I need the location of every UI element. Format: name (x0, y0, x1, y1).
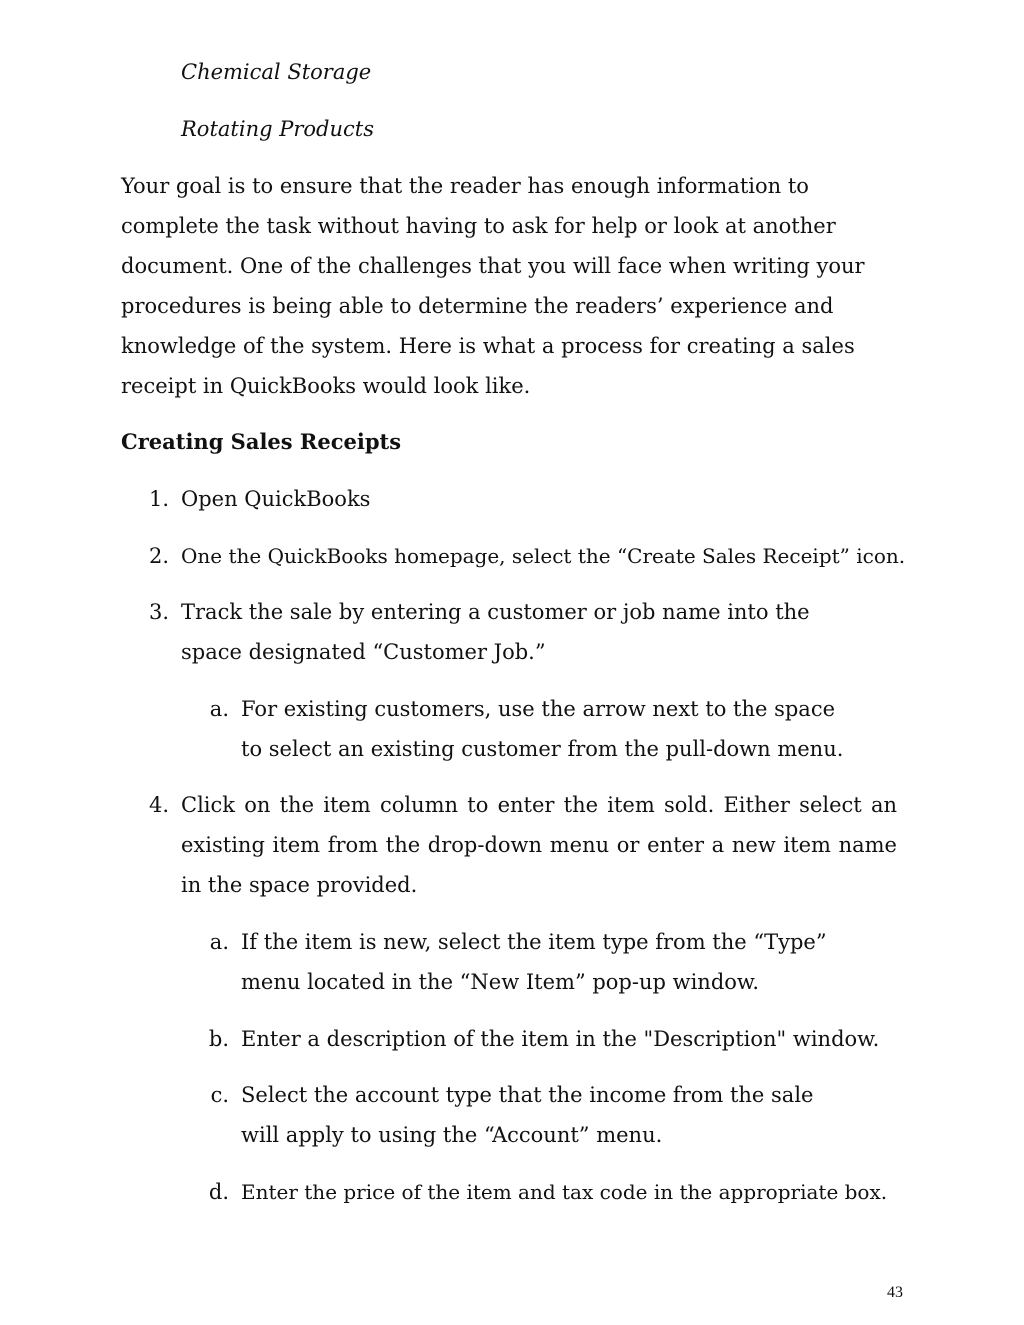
list-marker: d. (208, 1180, 229, 1204)
step-text: One the QuickBooks homepage, select the “Create Sales Receipt” icon. (181, 544, 906, 568)
list-marker: 2. (148, 544, 169, 568)
list-marker: a. (209, 697, 229, 721)
substep-text: Enter the price of the item and tax code in the appropriate box. (241, 1180, 888, 1204)
list-marker: a. (209, 930, 229, 954)
list-marker: 1. (148, 487, 169, 511)
step-text: Click on the item column to enter the item sold. Either select an existing item from the drop-down menu or enter a new item name in the space provided. (181, 793, 897, 897)
step-text: Track the sale by entering a customer or job name into the space designated “Customer Job.” (181, 600, 810, 664)
step-text: Open QuickBooks (181, 487, 371, 511)
substep-text: If the item is new, select the item type from the “Type” menu located in the “New Item” pop-up window. (241, 930, 827, 994)
substep-text: Enter a description of the item in the "Description" window. (241, 1027, 880, 1051)
page-number: 43 (887, 1284, 903, 1301)
list-marker: 4. (148, 793, 169, 817)
topic-chemical-storage: Chemical Storage (181, 60, 372, 84)
list-marker: 3. (148, 600, 169, 624)
substep-text: Select the account type that the income from the sale will apply to using the “Account” menu. (241, 1083, 814, 1147)
list-marker: b. (208, 1027, 229, 1051)
substep-text: For existing customers, use the arrow next to the space to select an existing customer from the pull-down menu. (241, 697, 844, 761)
list-marker: c. (210, 1083, 229, 1107)
section-heading: Creating Sales Receipts (121, 429, 402, 454)
topic-rotating-products: Rotating Products (181, 117, 374, 141)
intro-paragraph: Your goal is to ensure that the reader has enough information to complete the task without having to ask for help or look at another document. One of the challenges that you will face when writing your procedures is being able to determine the readers’ experience and knowledge of the system. Here is what a process for creating a sales receipt in QuickBooks would look like. (121, 174, 865, 398)
